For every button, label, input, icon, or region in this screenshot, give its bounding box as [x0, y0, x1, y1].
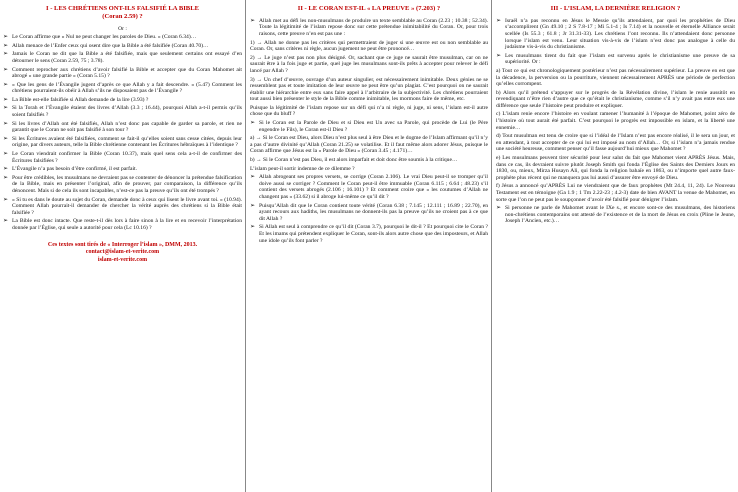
list-item-text: Si personne ne parle de Mahomet avant le IXe s., et encore sont-ce des musulmans, des historiens non-chrétiens contemporains ont attesté de l’existence et de la mort de Jésus en croix (Pline le Jeune, Joseph l’Ancien, etc.)… [505, 205, 735, 225]
arrow-bullet-icon: ➢ [250, 17, 256, 24]
footer-site-link[interactable]: islam-et-verite.com [97, 257, 148, 264]
arrow-bullet-icon: ➢ [3, 105, 9, 112]
arrow-bullet-icon: ➢ [250, 224, 256, 231]
col1-subtitle: (Coran 2.59) ? [102, 12, 143, 20]
paragraph: 1) → Allah ne donne pas les critères qui permettraient de juger si une œuvre est ou non semblable au Coran. Or, sans critères ni règle, aucun jugement ne peut être prononcé… [250, 39, 488, 53]
list-item [250, 120, 488, 133]
paragraph: Puisque la légitimité de l’islam repose sur un défi qui n’a ni règle, ni juge, ni sens, l’islam est-il autre chose que du bluff ? [250, 104, 488, 118]
col1-or: Or : [118, 25, 127, 32]
list-item [3, 34, 242, 41]
list-item [496, 205, 735, 225]
list-item-text: La Bible est donc intacte. Que reste-t-il dès lors à faire sinon à la lire et en recevoir l’interprétation donnée par l’Église, qui seule a autorité pour cela (Lc 10.16) ? [12, 218, 242, 231]
list-item-text: La Bible est-elle falsifiée si Allah demande de la lire (3.93) ? [12, 96, 149, 103]
arrow-bullet-icon: ➢ [496, 17, 502, 24]
list-item [250, 174, 488, 200]
list-item-text: Israël n’a pas reconnu en Jésus le Messie qu’ils attendaient, par quoi les prophéties de Dieu s’accomplirent (Gn 49.10 ; 2 S 7.8-17 ; Mi 5.1-4 ; Is 7.14) et la nouvelle et éternelle Alliance serait scellée (Is 55.3 ; 61.8 ; Jr 31.31-33). Les chrétiens l’ont reconnu. Ils n’attendaient donc personne lorsque l’islam est venu. Leur situation vis-à-vis de l’islam n’est donc pas analogue à celle du judaïsme vis-à-vis du christianisme. [505, 17, 735, 51]
column-2 [247, 0, 492, 492]
col1-list [3, 34, 242, 231]
list-item-text: Le Coran viendrait confirmer la Bible (Coran 10.37), mais quel sens cela a-t-il de confirmer des Écritures falsifiées ? [12, 151, 242, 164]
paragraph: 2) → Le juge n’est pas non plus désigné. Or, sachant que ce juge ne saurait être musulman, car on ne saurait être à la fois juge et partie, quel juge les musulmans sont-ils prêts à accepter pour relever le défi lancé par Allah ? [250, 54, 488, 74]
arrow-bullet-icon: ➢ [3, 51, 9, 58]
list-item-text: Puisqu’Allah dit que le Coran contient toute vérité (Coran 6.38 ; 7.145 ; 12.111 ; 16.89 ; 22.70), en ayant recours aux hadiths, les musulmans ne donnent-ils pas la preuve qu’ils ne croient pas à ce que dit Allah ? [259, 202, 488, 222]
list-item [250, 18, 488, 38]
list-item-text: Le Coran affirme que « Nul ne peut changer les paroles de Dieu. » (Coran 6.34)… [12, 34, 197, 41]
paragraph: d) Tout musulman est tenu de croire que si l’idéal de l’Islam n’est pas encore réalisé, il le sera un jour, et en attendant, à tout accepter de ce qui lui est imposé au nom d’Allah… Or, si l’islam n’a jamais rendue une société heureuse, comment penser qu’il fasse aujourd’hui mieux que Mahomet ? [496, 133, 735, 153]
paragraph: c) L’islam renie encore l’histoire en voulant ramener l’humanité à l’époque de Mahomet, point zéro de l’histoire où tout aurait été parfait. C’est pourquoi le progrès est impossible en islam, et la liberté une ennemie… [496, 111, 735, 131]
arrow-bullet-icon: ➢ [250, 202, 256, 209]
list-item [3, 197, 242, 217]
footer [3, 242, 242, 265]
paragraph: e) Les musulmans peuvent tirer sécurité pour leur salut du fait que Mahomet vient APRÈS Jésus. Mais, dans ce cas, ils devraient suivre plutôt Joseph Smith qui fonda l’Église des Saints des Derniers Jours en 1830, ou, mieux, Mirza Husayn Ali, qui fonda la religion bahaïe en 1863, ou n’importe quel autre faux-prophète plus récent qui ne manquera pas lui aussi d’assurer être envoyé de Dieu. [496, 155, 735, 181]
footer-email-link[interactable]: contact@islam-et-verite.com [85, 249, 160, 256]
list-item [3, 151, 242, 164]
col1-title-text: I - LES CHRÉTIENS ONT-ILS FALSIFIÉ LA BIBLE [46, 5, 199, 12]
arrow-bullet-icon: ➢ [496, 205, 502, 212]
arrow-bullet-icon: ➢ [3, 34, 9, 41]
list-item [3, 51, 242, 64]
list-item-text: Jamais le Coran ne dit que la Bible a été falsifiée, mais que seulement certains ont essayé d’en détourner le sens (Coran 2.59, 75 ; 3.78). [12, 51, 242, 64]
arrow-bullet-icon: ➢ [3, 96, 9, 103]
arrow-bullet-icon: ➢ [3, 120, 9, 127]
col3-list [496, 18, 735, 225]
list-item [3, 121, 242, 134]
list-item-text: Si les Écritures avaient été falsifiées, comment se fait-il qu’elles soient sans cesse citées, depuis leur origine, par divers auteurs, telle la Bible chrétienne contenant les Écritures hébraïques à l’identique ? [12, 135, 242, 149]
footer-source: Ces textes sont tirés de « Interroger l’islam », DMM, 2013. [47, 241, 198, 248]
list-item-text: L’Évangile n’a pas besoin d’être confirmé, il est parfait. [12, 166, 137, 173]
paragraph: f) Jésus a annoncé qu’APRÈS Lui ne viendraient que de faux prophètes (Mt 24.4, 11, 24). Le Nouveau Testament est en témoigne (Ga 1.9 ; 1 Tm 2.22-23 ; 4.2-3) date de bien AVANT la venue de Mahomet, en sorte que l’on ne peut pas le soupçonner d’avoir été falsifié pour dénigrer l’islam. [496, 183, 735, 203]
paragraph: 3) → Un chef d’œuvre, ouvrage d’un auteur singulier, est nécessairement inimitable. Deux génies ne se ressemblent pas et toute imitation de leur œuvre ne peut être qu’un plagiat. C’est pourquoi on ne saurait établir une hiérarchie entre eux sans faire appel à l’arbitraire de la subjectivité. Les chrétiens pourraient tout aussi bien présenter le style de la Bible comme inimitable, les mormons faire de même, etc. [250, 76, 488, 103]
list-item [3, 105, 242, 118]
list-item [3, 43, 242, 50]
list-item [3, 136, 242, 149]
list-item [3, 175, 242, 195]
arrow-bullet-icon: ➢ [3, 81, 9, 88]
col3-title: III - L’ISLAM, LA DERNIÈRE RELIGION ? [550, 5, 681, 12]
paragraph: L’islam peut-il sortir indemne de ce dilemme ? [250, 165, 355, 172]
col2-title: II - LE CORAN EST-IL « LA PREUVE » (7.203) ? [297, 5, 441, 12]
list-item [3, 82, 242, 95]
list-item-text: « Si tu es dans le doute au sujet du Coran, demande donc à ceux qui lisent le livre avant toi. » (10.94). Comment Allah pourrait-il demander de chercher la vérité auprès des chrétiens si la Bible était falsifiée ? [12, 196, 242, 216]
column-3 [493, 0, 738, 492]
arrow-bullet-icon: ➢ [3, 135, 9, 142]
arrow-bullet-icon: ➢ [3, 151, 9, 158]
paragraph: a) → Si le Coran est Dieu, alors Dieu n’est plus seul à être Dieu et le dogme de l’Islam affirmant qu’il n’y a pas d’autre divinité qu’Allah (Coran 21.25) se volatilise. Et il faut même alors adorer Jésus, puisque le Coran affirme que Jésus est la « Parole de Dieu » (Coran 3.45 ; 4.171)… [250, 135, 488, 155]
list-item-text: Si Allah est seul à comprendre ce qu’il dit (Coran 3.7), pourquoi le dit-il ? Et pourquoi cite le Coran ? Et les imams qui prétendent expliquer le Coran, sont-ils alors autre chose que des imposteurs, et Allah une idole qu’ils font parler ? [259, 224, 488, 244]
list-item-text: Si le Coran est la Parole de Dieu et si Dieu est Un avec sa Parole, qui procède de Lui (le Père engendre le Fils), le Coran est-il Dieu ? [259, 120, 488, 133]
list-item [250, 203, 488, 223]
list-item [496, 18, 735, 51]
list-item [3, 166, 242, 173]
paragraph: b) → Si le Coran n’est pas Dieu, il est alors imparfait et doit donc être soumis à la critique… [250, 157, 458, 164]
list-item-text: Pour être crédibles, les musulmans ne devraient pas se contenter de dénoncer la prétendue falsification de la Bible, mais en présenter l’original, afin de prouver, par comparaison, la différence qu’ils dénoncent. Mais si de cela ils sont incapables, n’est-ce pas la preuve qu’ils ont été trompés ? [12, 174, 242, 194]
col2-list [250, 18, 488, 244]
list-item-text: Comment reprocher aux chrétiens d’avoir falsifié la Bible et accepter que du Coran Mahomet ait abrogé « une grande partie » (Coran 5.15) ? [12, 66, 242, 80]
list-item [3, 67, 242, 80]
arrow-bullet-icon: ➢ [250, 174, 256, 181]
paragraph: a) Tout ce qui est chronologiquement postérieur n’est pas nécessairement supérieur. La preuve en est que la décadence, la perversion ou la pourriture, viennent nécessairement APRÈS une période de perfection qu’elles corrompent. [496, 67, 735, 88]
column-1 [0, 0, 246, 492]
list-item-text: Allah menace de l’Enfer ceux qui osent dire que la Bible a été falsifiée (Coran 40.70)… [12, 42, 209, 49]
list-item-text: Si la Torah et l’Évangile étaient des livres d’Allah (3.3 ; 16.44), pourquoi Allah a-t-il permis qu’ils soient falsifiés ? [12, 105, 242, 119]
arrow-bullet-icon: ➢ [250, 120, 256, 127]
list-item-text: Les musulmans tirent du fait que l’islam est survenu après le christianisme une preuve de sa supériorité. Or : [505, 52, 735, 66]
col1-title [3, 5, 242, 21]
list-item [3, 218, 242, 231]
list-item-text: Allah abrogeant ses propres versets, se corrige (Coran 2.106). Le vrai Dieu peut-il se tromper qu’il doive aussi se corriger ? Comment le Coran peut-il être immuable (Coran 6.115 ; 6.64 ; 48.23) s’il contient des versets abrogés (2.106 ; 16.101) ? Et comment croire que « les coutumes d’Allah ne changent pas » (33.62) si il abroge lui-même ce qu’il dit ? [259, 174, 488, 201]
arrow-bullet-icon: ➢ [3, 196, 9, 203]
arrow-bullet-icon: ➢ [3, 166, 9, 173]
arrow-bullet-icon: ➢ [3, 174, 9, 181]
list-item-text: Allah met au défi les non-musulmans de produire un texte semblable au Coran (2.23 ; 10.38 ; 52.34). Toute la légitimité de l’islam repose donc sur cette prétendue inimitabilité du Coran. Or, pour trois raisons, cette preuve n’en est pas une : [259, 17, 488, 37]
arrow-bullet-icon: ➢ [3, 218, 9, 225]
list-item [250, 224, 488, 244]
arrow-bullet-icon: ➢ [496, 52, 502, 59]
list-item [3, 97, 242, 104]
arrow-bullet-icon: ➢ [3, 42, 9, 49]
list-item [496, 53, 735, 66]
list-item-text: « Que les gens de l’Évangile jugent d’après ce que Allah y a fait descendre. » (5.47) Comment les chrétiens pourraient-ils obéir à Allah s’ils ne disposaient pas de l’Évangile ? [12, 81, 242, 95]
paragraph: b) Alors qu’il prétend s’appuyer sur le progrès de la Révélation divine, l’islam le renie aussitôt en revendiquant n’être rien d’autre que ce qu’était le christianisme, comme s’il n’y avait pas entre eux une différence que seule l’histoire peut produire et expliquer. [496, 89, 735, 109]
arrow-bullet-icon: ➢ [3, 66, 9, 73]
list-item-text: Si les livres d’Allah ont été falsifiés, Allah n’est donc pas capable de garder sa parole, et rien ne garantit que le Coran ne soit pas falsifié à son tour ? [12, 120, 242, 134]
